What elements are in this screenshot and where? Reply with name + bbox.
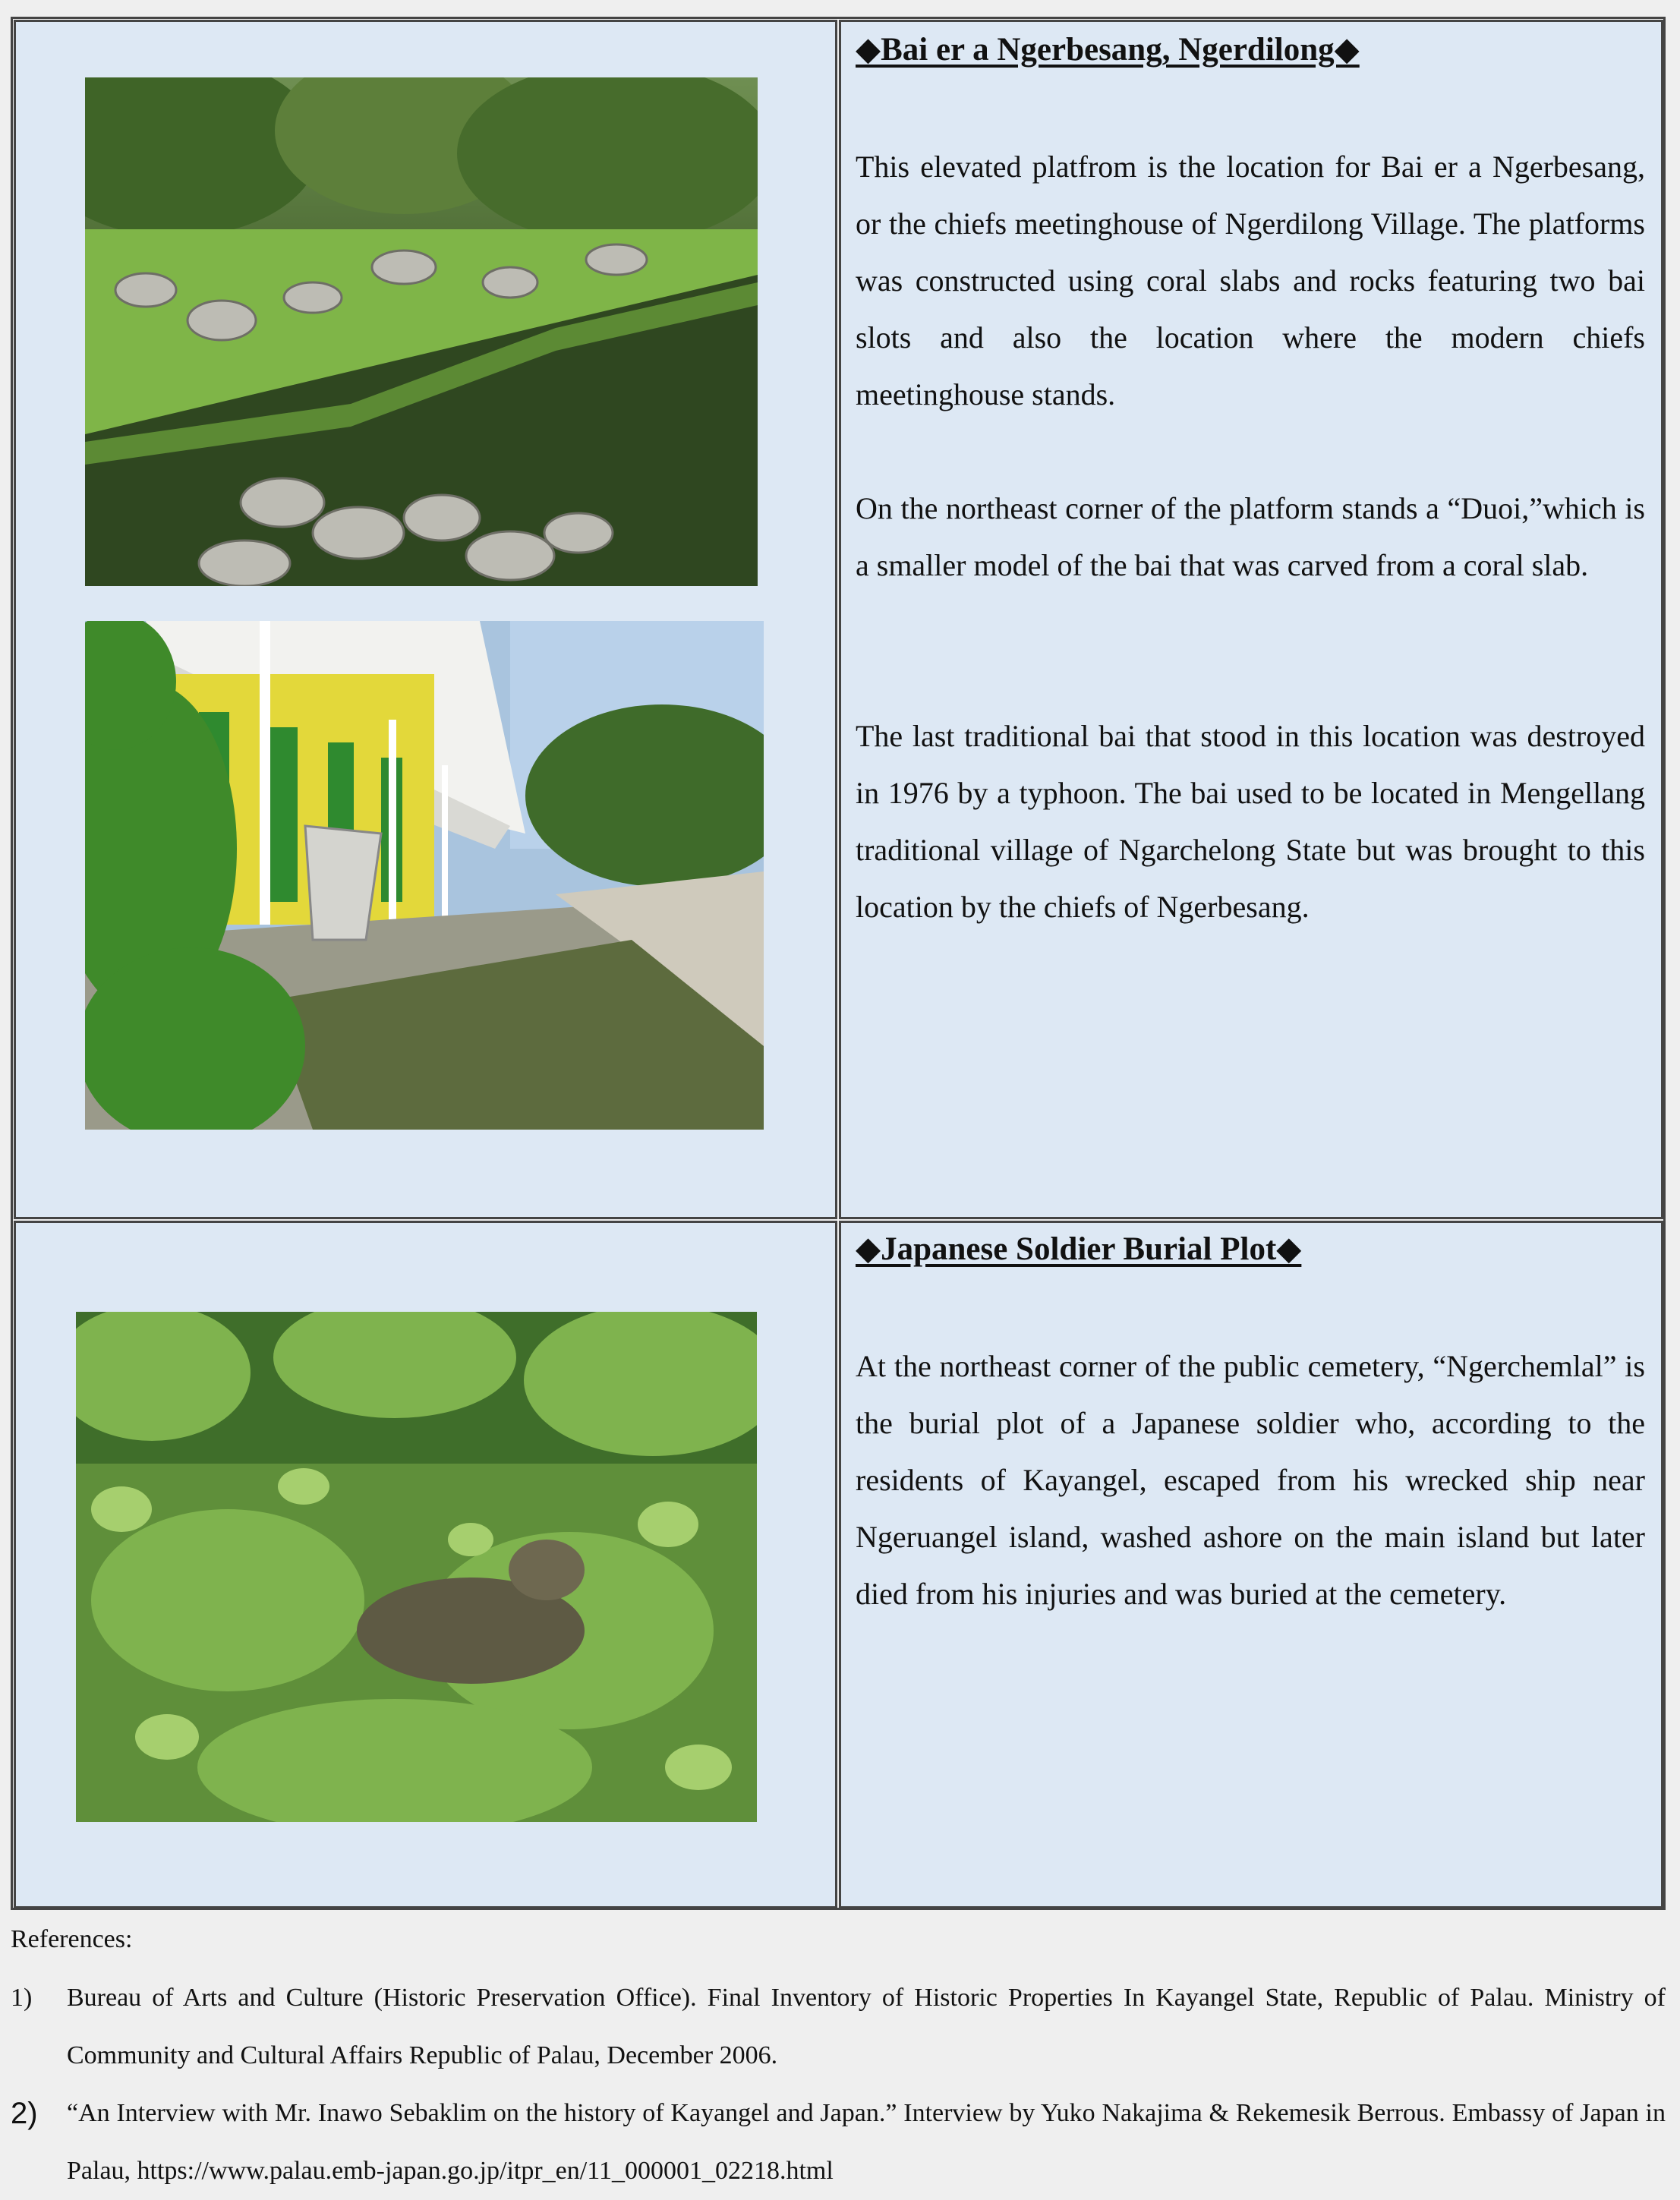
bai-paragraph-3: The last traditional bai that stood in this location was destroyed in 1976 by a typhoon. The bai used to be located in Mengellang traditional village of Ngarchelong State but was brought to this location by the chiefs of Ngerbesang. xyxy=(856,719,1645,924)
burial-plot-photo xyxy=(76,1312,757,1822)
reference-text: Bureau of Arts and Culture (Historic Preservation Office). Final Inventory of Historic Properties In Kayangel State, Republic of Palau. Ministry of Community and Cultural Affairs Republic of Palau, December 2006. xyxy=(67,1984,1666,2069)
burial-paragraph: At the northeast corner of the public cemetery, “Ngerchemlal” is the burial plot of a Japanese soldier who, according to the residents of Kayangel, escaped from his wrecked ship near Ngeruangel island, washed ashore on the main island but later died from his injuries and was buried at the cemetery. xyxy=(856,1349,1645,1611)
bai-heading: ◆Bai er a Ngerbesang, Ngerdilong◆ xyxy=(856,32,1360,68)
reference-number: 1) xyxy=(11,1984,33,2012)
bai-paragraph-1: This elevated platfrom is the location for Bai er a Ngerbesang, or the chiefs meetinghouse of Ngerdilong Village. The platforms was constructed using coral slabs and rocks featuring two bai slots and also the location where the modern chiefs meetinghouse stands. xyxy=(856,150,1645,411)
reference-item-2 xyxy=(11,2085,1666,2200)
platform-photo xyxy=(85,77,758,586)
references-title: References: xyxy=(11,1925,133,1953)
burial-heading: ◆Japanese Soldier Burial Plot◆ xyxy=(856,1231,1302,1267)
reference-number: 2) xyxy=(11,2097,38,2130)
bai-paragraph-2: On the northeast corner of the platform stands a “Duoi,”which is a smaller model of the bai that was carved from a coral slab. xyxy=(856,491,1645,582)
reference-text: “An Interview with Mr. Inawo Sebaklim on the history of Kayangel and Japan.” Interview by Yuko Nakajima & Rekemesik Berrous. Embassy of Japan in Palau, https://www.palau.emb-japan.go.jp/itpr_en/11_000001_02218.html xyxy=(67,2099,1666,2185)
reference-item-1 xyxy=(11,1969,1666,2085)
meetinghouse-photo xyxy=(85,621,764,1130)
